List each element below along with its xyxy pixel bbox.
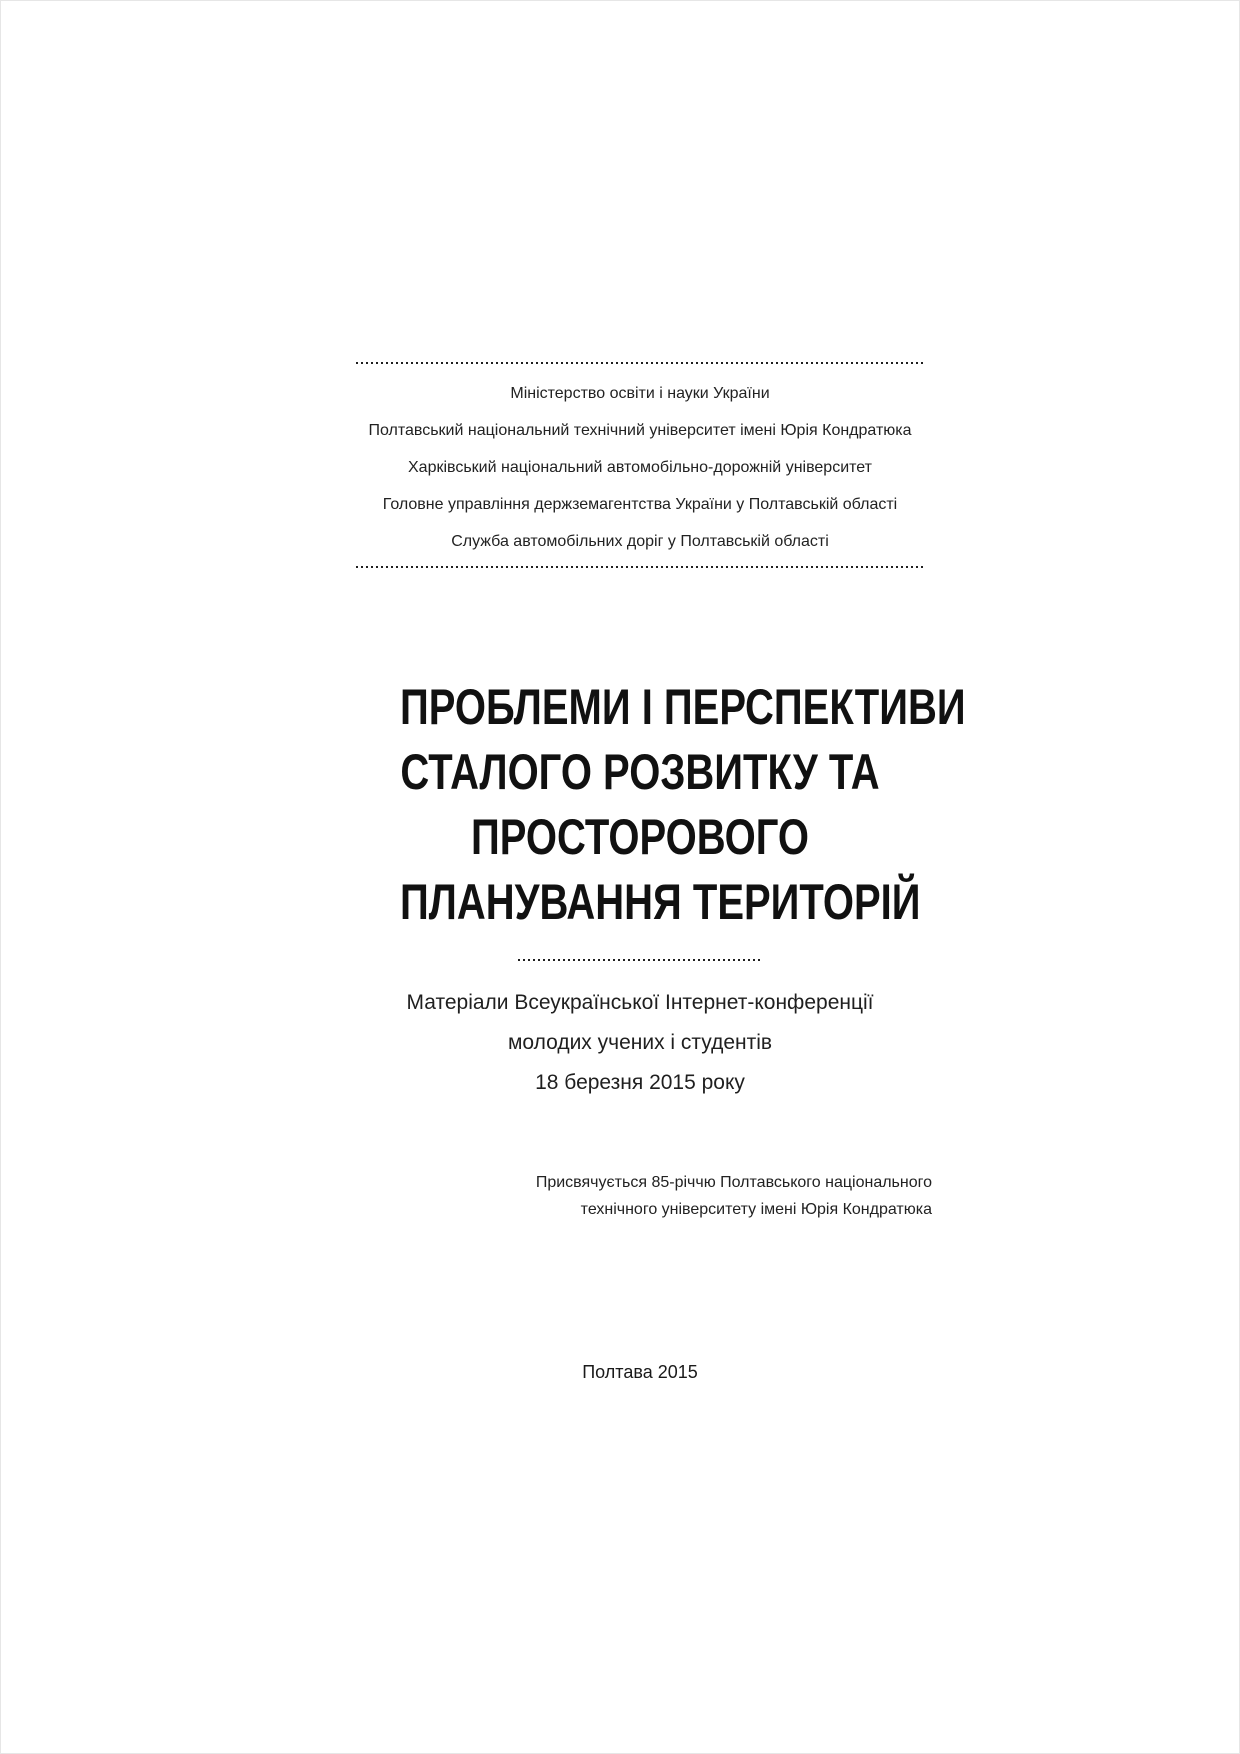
title-line-4: ПЛАНУВАННЯ ТЕРИТОРІЙ (400, 874, 921, 930)
dedication-line-1: Присвячується 85-річчю Полтавського національного (535, 1174, 932, 1191)
title-dotted-divider (518, 959, 762, 961)
dedication-block (536, 1169, 932, 1223)
top-dotted-divider (356, 362, 924, 364)
subtitle-line-audience: молодих учених і студентів (507, 1031, 773, 1054)
subtitle-line-date: 18 березня 2015 року (535, 1071, 745, 1094)
subtitle-block (340, 983, 940, 1103)
institution-line-land-agency: Головне управління держземагентства України у Полтавській області (382, 496, 898, 513)
institution-line-ministry: Міністерство освіти і науки України (510, 385, 770, 402)
title-line-2: СТАЛОГО РОЗВИТКУ ТА (400, 744, 880, 800)
title-line-1: ПРОБЛЕМИ І ПЕРСПЕКТИВИ (400, 679, 966, 735)
institution-line-road-service: Служба автомобільних доріг у Полтавській області (451, 533, 829, 550)
conference-title (340, 675, 966, 935)
conference-title-text (400, 675, 966, 935)
dedication-line-2: технічного університету імені Юрія Кондратюка (580, 1201, 932, 1218)
institution-line-kharkiv-university: Харківський національний автомобільно-дорожній університет (408, 459, 872, 476)
institution-line-poltava-university: Полтавський національний технічний університет імені Юрія Кондратюка (368, 422, 912, 439)
institutions-bottom-dotted-divider (356, 566, 924, 568)
imprint: Полтава 2015 (582, 1362, 698, 1382)
title-line-3: ПРОСТОРОВОГО (471, 809, 809, 865)
institutions-block (356, 375, 924, 560)
subtitle-line-materials: Матеріали Всеукраїнської Інтернет-конференції (406, 991, 874, 1014)
